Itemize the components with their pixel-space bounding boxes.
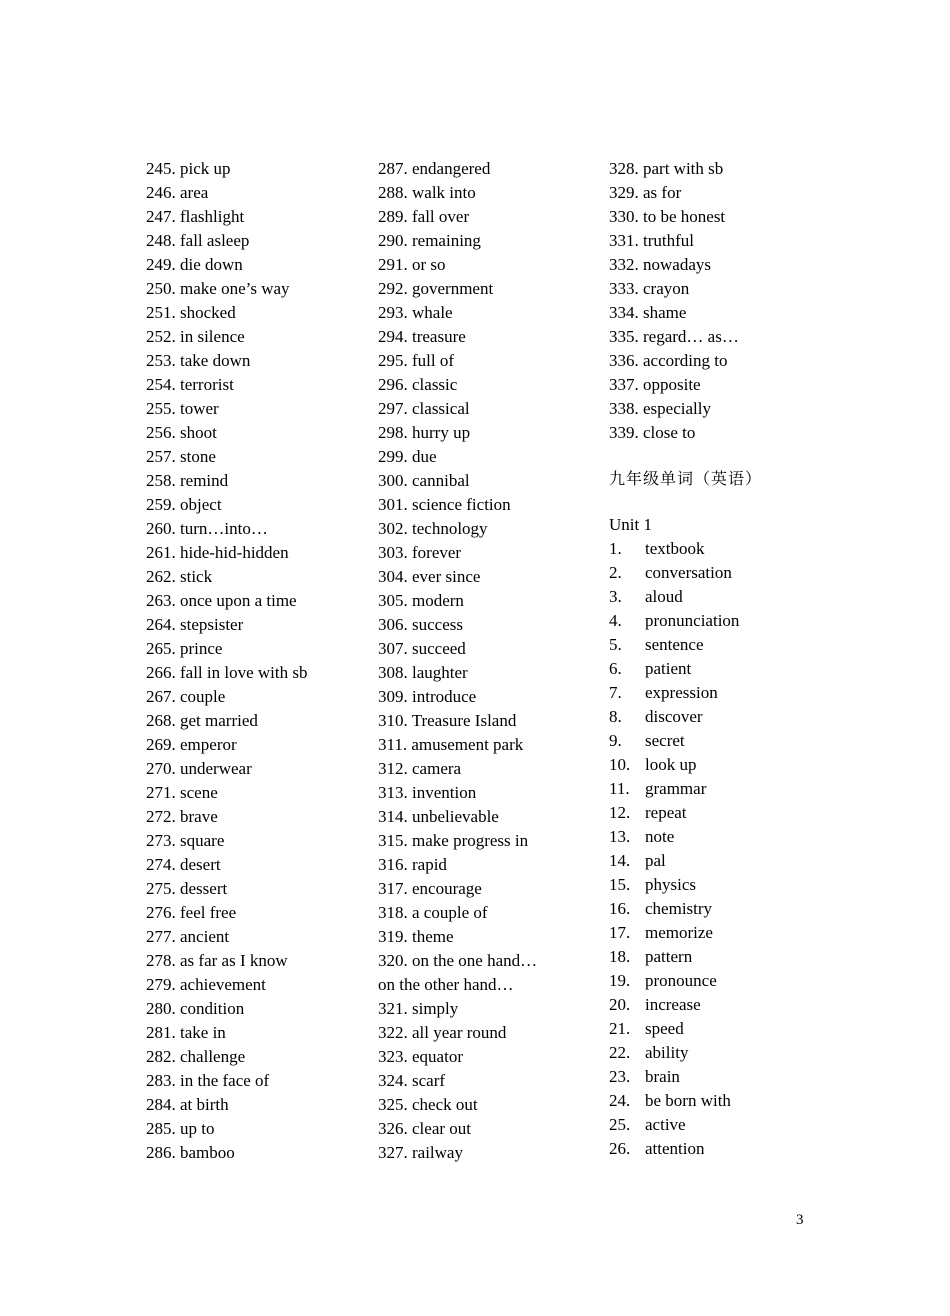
- unit-word-text: aloud: [645, 587, 683, 606]
- unit-word-text: repeat: [645, 803, 687, 822]
- unit-word-item: [609, 753, 849, 777]
- vocab-item: 330. to be honest: [609, 207, 726, 226]
- vocab-item: 323. equator: [378, 1047, 463, 1066]
- vocab-item: 338. especially: [609, 399, 711, 418]
- vocab-item: 312. camera: [378, 759, 462, 778]
- unit-word-item: [609, 633, 849, 657]
- vocab-item: 266. fall in love with sb: [146, 663, 308, 682]
- unit-word-item: [609, 873, 849, 897]
- unit-word-item: [609, 1017, 849, 1041]
- unit-word-item: [609, 657, 849, 681]
- vocab-item: 269. emperor: [146, 735, 237, 754]
- vocab-item: 299. due: [378, 447, 437, 466]
- unit-word-number: 5.: [609, 635, 622, 654]
- vocab-item: 278. as far as I know: [146, 951, 288, 970]
- unit-word-number: 16.: [609, 899, 631, 918]
- vocab-item: 309. introduce: [378, 687, 477, 706]
- vocab-item: 261. hide-hid-hidden: [146, 543, 289, 562]
- vocab-item: 258. remind: [146, 471, 229, 490]
- unit-word-text: patient: [645, 659, 692, 678]
- unit-word-number: 3.: [609, 587, 622, 606]
- vocab-item: 252. in silence: [146, 327, 245, 346]
- unit-word-item: [609, 1041, 849, 1065]
- unit-word-number: 24.: [609, 1091, 631, 1110]
- unit-word-text: conversation: [645, 563, 732, 582]
- unit-word-number: 14.: [609, 851, 631, 870]
- unit-word-item: [609, 1065, 849, 1089]
- unit-word-number: 26.: [609, 1139, 631, 1158]
- unit-word-text: pronounce: [645, 971, 717, 990]
- vocab-item: 249. die down: [146, 255, 243, 274]
- unit-word-number: 13.: [609, 827, 631, 846]
- vocab-item: 276. feel free: [146, 903, 237, 922]
- unit-word-text: speed: [645, 1019, 684, 1038]
- vocab-item: 302. technology: [378, 519, 488, 538]
- vocab-item: 310. Treasure Island: [378, 711, 517, 730]
- vocab-item: 331. truthful: [609, 231, 694, 250]
- vocab-item: 327. railway: [378, 1143, 463, 1162]
- vocab-item: 256. shoot: [146, 423, 217, 442]
- unit-word-number: 9.: [609, 731, 622, 750]
- vocab-item: 253. take down: [146, 351, 251, 370]
- vocab-item: 332. nowadays: [609, 255, 711, 274]
- vocab-item: 325. check out: [378, 1095, 478, 1114]
- vocab-item: 300. cannibal: [378, 471, 470, 490]
- unit-word-item: [609, 993, 849, 1017]
- vocab-item: 290. remaining: [378, 231, 481, 250]
- vocab-item: 280. condition: [146, 999, 245, 1018]
- unit-word-number: 4.: [609, 611, 622, 630]
- vocab-item: 274. desert: [146, 855, 221, 874]
- unit-word-item: [609, 777, 849, 801]
- unit-word-item: [609, 1113, 849, 1137]
- vocab-item: 259. object: [146, 495, 222, 514]
- unit-word-number: 8.: [609, 707, 622, 726]
- unit-word-item: [609, 921, 849, 945]
- unit-word-text: be born with: [645, 1091, 731, 1110]
- unit-word-number: 11.: [609, 779, 630, 798]
- vocab-item: 268. get married: [146, 711, 258, 730]
- unit-word-text: brain: [645, 1067, 680, 1086]
- unit-word-number: 20.: [609, 995, 631, 1014]
- vocab-item: 313. invention: [378, 783, 477, 802]
- unit-word-item: [609, 1137, 849, 1161]
- vocab-item: 248. fall asleep: [146, 231, 250, 250]
- unit-word-item: [609, 609, 849, 633]
- unit-word-number: 23.: [609, 1067, 631, 1086]
- vocab-column-2: [378, 157, 598, 1165]
- unit-word-number: 10.: [609, 755, 631, 774]
- unit-word-text: discover: [645, 707, 703, 726]
- vocab-item: 289. fall over: [378, 207, 470, 226]
- vocab-item: 255. tower: [146, 399, 219, 418]
- unit-word-item: [609, 561, 849, 585]
- vocab-item: 291. or so: [378, 255, 446, 274]
- vocab-item: 334. shame: [609, 303, 687, 322]
- vocab-item: 257. stone: [146, 447, 216, 466]
- unit-word-text: pronunciation: [645, 611, 740, 630]
- vocab-item: 288. walk into: [378, 183, 476, 202]
- vocab-item: 339. close to: [609, 423, 696, 442]
- vocab-item: 303. forever: [378, 543, 462, 562]
- vocab-item: 304. ever since: [378, 567, 481, 586]
- vocab-item: 267. couple: [146, 687, 226, 706]
- vocab-item: 322. all year round: [378, 1023, 507, 1042]
- unit-word-item: [609, 705, 849, 729]
- unit-word-item: [609, 729, 849, 753]
- unit-word-item: [609, 849, 849, 873]
- vocab-item: 262. stick: [146, 567, 213, 586]
- vocab-item: 283. in the face of: [146, 1071, 270, 1090]
- unit-word-number: 19.: [609, 971, 631, 990]
- unit-word-text: ability: [645, 1043, 689, 1062]
- vocab-item: 293. whale: [378, 303, 453, 322]
- unit-word-item: [609, 585, 849, 609]
- vocab-item: 319. theme: [378, 927, 454, 946]
- vocab-item: 273. square: [146, 831, 225, 850]
- vocab-item: 270. underwear: [146, 759, 252, 778]
- vocab-item: 284. at birth: [146, 1095, 229, 1114]
- unit-word-item: [609, 945, 849, 969]
- unit-word-text: note: [645, 827, 675, 846]
- unit-word-item: [609, 969, 849, 993]
- unit-word-number: 2.: [609, 563, 622, 582]
- vocab-item: 318. a couple of: [378, 903, 488, 922]
- unit-word-text: pattern: [645, 947, 693, 966]
- vocab-item: 251. shocked: [146, 303, 236, 322]
- vocab-item: 316. rapid: [378, 855, 447, 874]
- vocab-item: 315. make progress in: [378, 831, 529, 850]
- vocab-item: 321. simply: [378, 999, 459, 1018]
- vocab-item: 285. up to: [146, 1119, 215, 1138]
- spacer: [609, 445, 849, 467]
- unit-word-text: grammar: [645, 779, 707, 798]
- vocab-item: 320. on the one hand…: [378, 951, 538, 970]
- vocab-item: 317. encourage: [378, 879, 482, 898]
- vocab-item: 286. bamboo: [146, 1143, 235, 1162]
- unit-word-text: memorize: [645, 923, 713, 942]
- vocab-item: 294. treasure: [378, 327, 466, 346]
- vocab-item: 263. once upon a time: [146, 591, 297, 610]
- vocab-item: 308. laughter: [378, 663, 468, 682]
- vocab-item: 250. make one’s way: [146, 279, 290, 298]
- vocab-item: 254. terrorist: [146, 375, 234, 394]
- vocab-item: 264. stepsister: [146, 615, 244, 634]
- unit-word-text: pal: [645, 851, 666, 870]
- unit-heading: Unit 1: [609, 515, 652, 534]
- vocab-item: 314. unbelievable: [378, 807, 499, 826]
- unit-word-item: [609, 825, 849, 849]
- vocab-item: 337. opposite: [609, 375, 701, 394]
- unit-word-number: 7.: [609, 683, 622, 702]
- vocab-item: 336. according to: [609, 351, 728, 370]
- unit-word-text: sentence: [645, 635, 704, 654]
- unit-word-number: 12.: [609, 803, 631, 822]
- vocab-item: 295. full of: [378, 351, 455, 370]
- unit-word-number: 17.: [609, 923, 631, 942]
- vocab-item: 282. challenge: [146, 1047, 246, 1066]
- vocab-item: 275. dessert: [146, 879, 228, 898]
- unit-word-text: increase: [645, 995, 701, 1014]
- unit-word-item: [609, 537, 849, 561]
- vocab-item: 245. pick up: [146, 159, 231, 178]
- vocab-item: 292. government: [378, 279, 494, 298]
- vocab-item: 265. prince: [146, 639, 223, 658]
- vocab-item: 328. part with sb: [609, 159, 724, 178]
- vocab-item: 287. endangered: [378, 159, 491, 178]
- unit-word-item: [609, 801, 849, 825]
- vocab-item: 277. ancient: [146, 927, 230, 946]
- vocab-item: 246. area: [146, 183, 209, 202]
- vocab-item: 247. flashlight: [146, 207, 245, 226]
- vocab-item: 281. take in: [146, 1023, 226, 1042]
- spacer: [609, 491, 849, 513]
- vocab-column-3: [609, 157, 849, 1161]
- unit-word-number: 21.: [609, 1019, 631, 1038]
- unit-word-number: 6.: [609, 659, 622, 678]
- unit-word-text: physics: [645, 875, 696, 894]
- vocab-item: 307. succeed: [378, 639, 466, 658]
- vocab-item: 271. scene: [146, 783, 218, 802]
- vocab-item: 279. achievement: [146, 975, 266, 994]
- unit-word-text: expression: [645, 683, 718, 702]
- unit-word-number: 22.: [609, 1043, 631, 1062]
- vocab-item: 306. success: [378, 615, 463, 634]
- unit-word-text: attention: [645, 1139, 705, 1158]
- unit-word-item: [609, 897, 849, 921]
- unit-word-item: [609, 681, 849, 705]
- vocab-item: 296. classic: [378, 375, 458, 394]
- unit-word-text: active: [645, 1115, 686, 1134]
- unit-word-text: look up: [645, 755, 697, 774]
- unit-word-number: 15.: [609, 875, 631, 894]
- vocab-item: 298. hurry up: [378, 423, 471, 442]
- vocab-item: 326. clear out: [378, 1119, 471, 1138]
- vocab-item: 335. regard… as…: [609, 327, 739, 346]
- section-heading: 九年级单词（英语）: [609, 469, 763, 488]
- vocab-item: 333. crayon: [609, 279, 690, 298]
- unit-word-number: 1.: [609, 539, 622, 558]
- vocab-item: on the other hand…: [378, 975, 514, 994]
- unit-word-text: secret: [645, 731, 685, 750]
- vocab-item: 260. turn…into…: [146, 519, 268, 538]
- vocab-item: 329. as for: [609, 183, 682, 202]
- page-number: 3: [796, 1212, 804, 1228]
- vocab-item: 301. science fiction: [378, 495, 511, 514]
- vocab-item: 297. classical: [378, 399, 470, 418]
- vocab-column-1: [146, 157, 366, 1165]
- unit-word-text: textbook: [645, 539, 705, 558]
- unit-word-number: 18.: [609, 947, 631, 966]
- unit-word-item: [609, 1089, 849, 1113]
- unit-word-number: 25.: [609, 1115, 631, 1134]
- vocab-item: 311. amusement park: [378, 735, 524, 754]
- vocab-item: 324. scarf: [378, 1071, 446, 1090]
- unit-word-text: chemistry: [645, 899, 713, 918]
- vocab-item: 272. brave: [146, 807, 218, 826]
- vocab-item: 305. modern: [378, 591, 464, 610]
